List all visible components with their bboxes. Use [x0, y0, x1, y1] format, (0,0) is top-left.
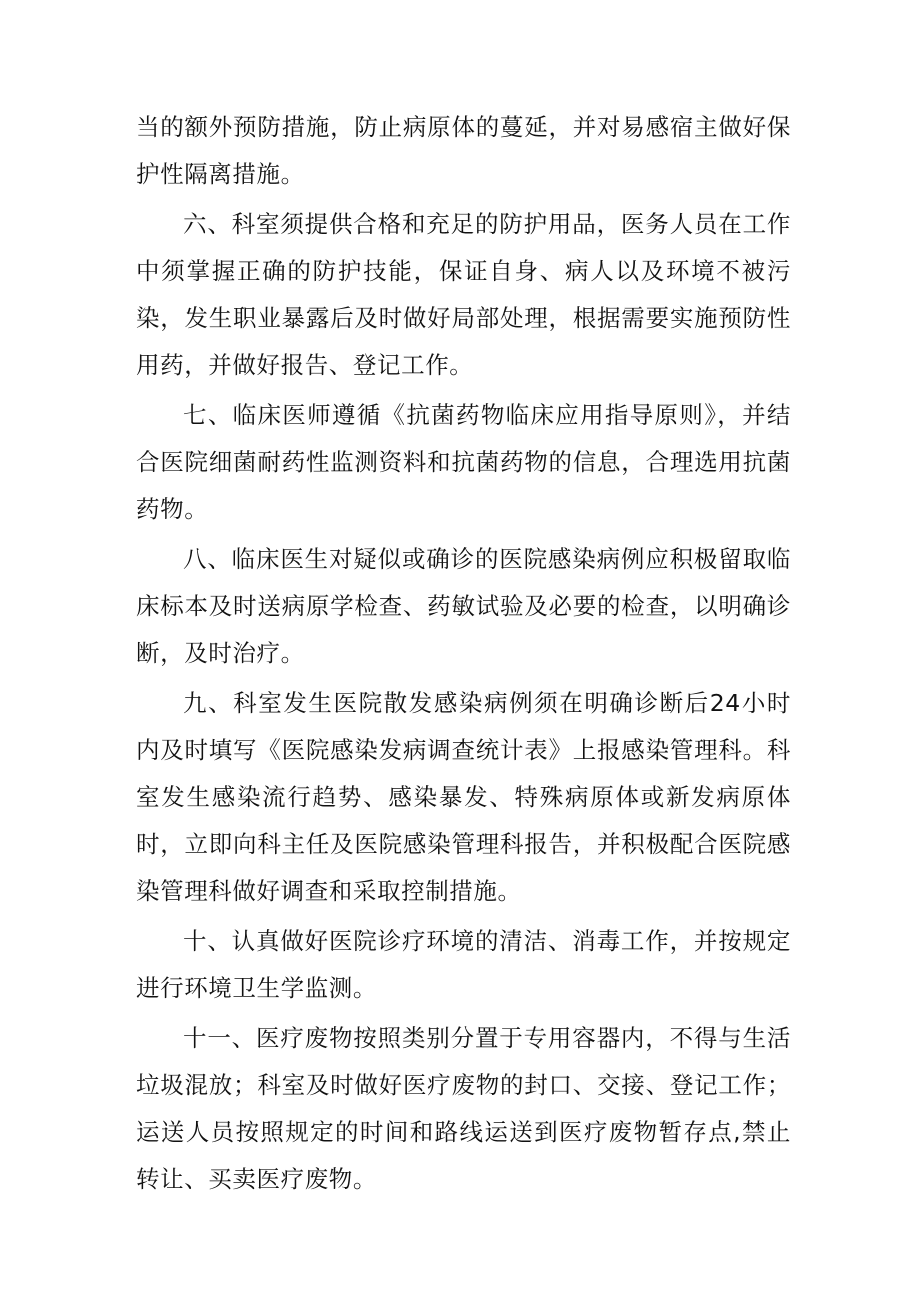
paragraph-item-11: 十一、医疗废物按照类别分置于专用容器内，不得与生活垃圾混放；科室及时做好医疗废物的封口、交接、登记工作；运送人员按照规定的时间和路线运送到医疗废物暂存点,禁止转让、买卖医疗废物。: [136, 1024, 791, 1193]
paragraph-continuation: 当的额外预防措施，防止病原体的蔓延，并对易感宿主做好保护性隔离措施。: [136, 113, 791, 188]
paragraph-item-9: 九、科室发生医院散发感染病例须在明确诊断后24小时内及时填写《医院感染发病调查统计表》上报感染管理科。科室发生感染流行趋势、感染暴发、特殊病原体或新发病原体时，立即向科主任及医院感染管理科报告，并积极配合医院感染管理科做好调查和采取控制措施。: [136, 689, 791, 905]
document-body: [136, 104, 791, 1206]
paragraph-item-8: 八、临床医生对疑似或确诊的医院感染病例应积极留取临床标本及时送病原学检查、药敏试验及必要的检查，以明确诊断，及时治疗。: [136, 545, 791, 667]
paragraph-item-7: 七、临床医师遵循《抗菌药物临床应用指导原则》，并结合医院细菌耐药性监测资料和抗菌药物的信息，合理选用抗菌药物。: [136, 401, 791, 523]
paragraph-item-10: 十、认真做好医院诊疗环境的清洁、消毒工作，并按规定进行环境卫生学监测。: [136, 927, 791, 1002]
paragraph-item-6: 六、科室须提供合格和充足的防护用品，医务人员在工作中须掌握正确的防护技能，保证自身、病人以及环境不被污染，发生职业暴露后及时做好局部处理，根据需要实施预防性用药，并做好报告、登记工作。: [136, 210, 791, 379]
